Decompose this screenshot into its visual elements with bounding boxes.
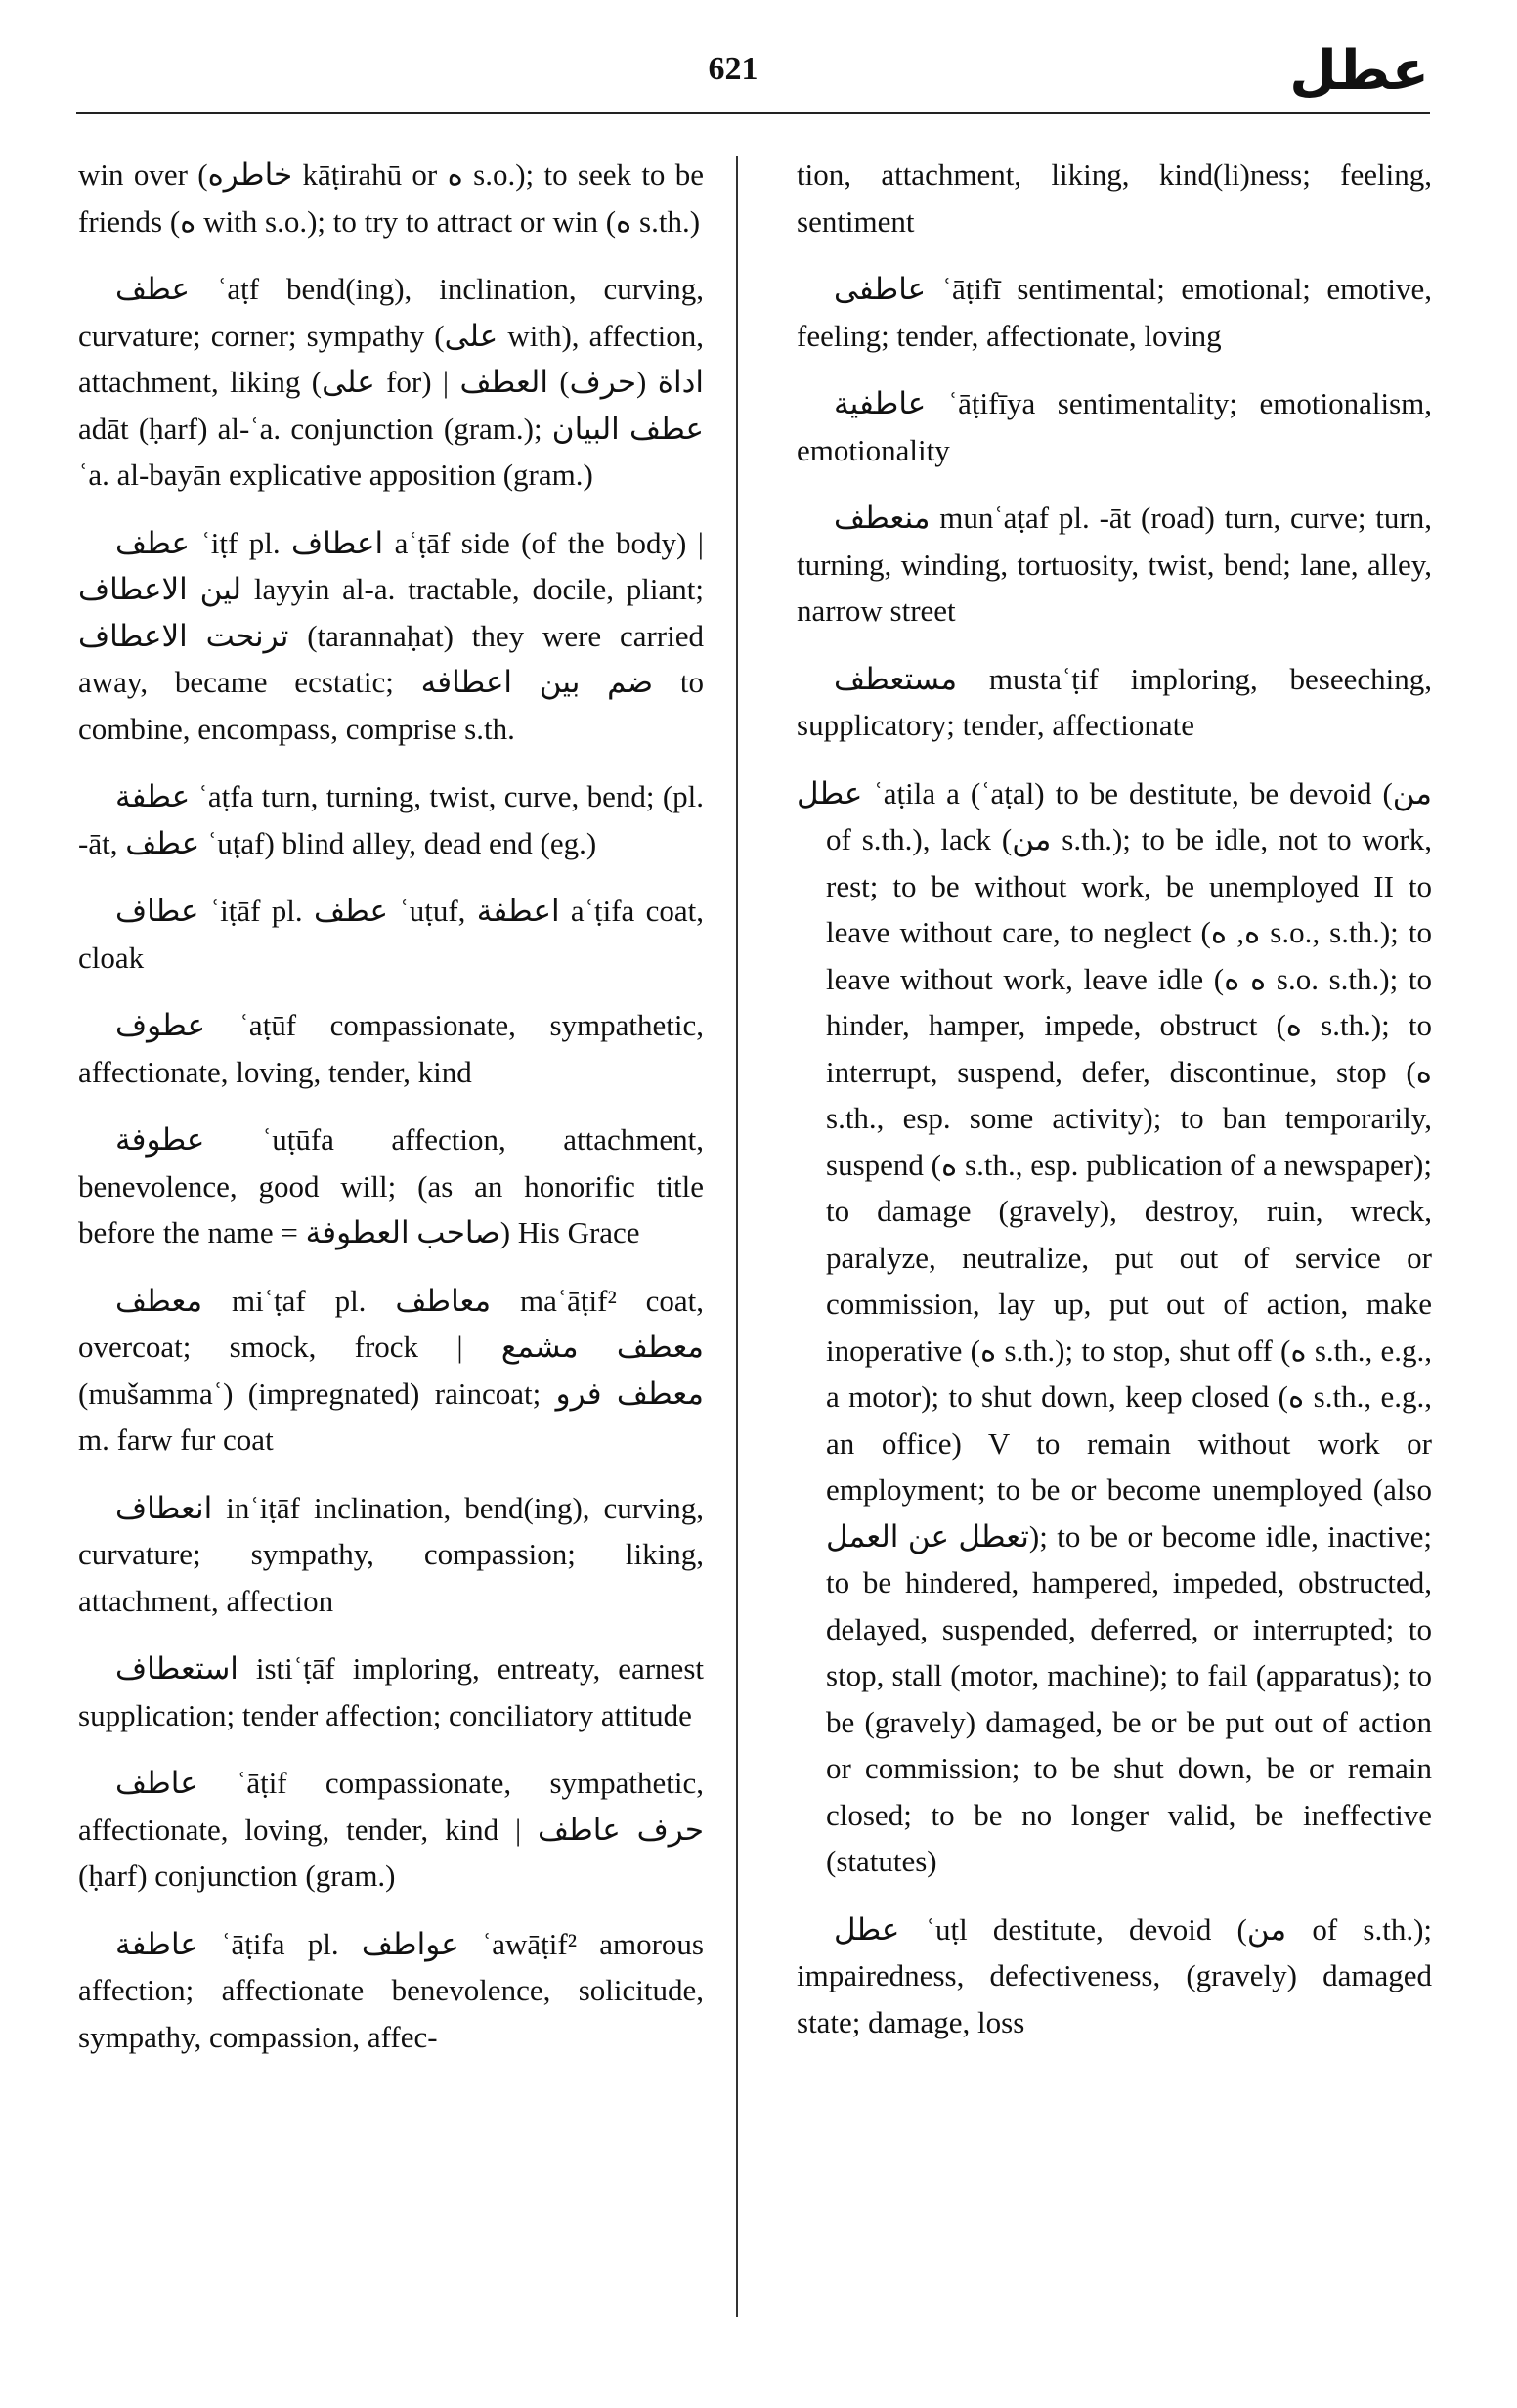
left-column (78, 152, 704, 2081)
guide-word: عطل (1289, 39, 1429, 103)
page-number: 621 (708, 51, 758, 87)
dictionary-entry: tion, attachment, liking, kind(li)ness; feeling, sentiment (797, 157, 1432, 239)
dictionary-entry: مستعطف mustaʿṭif imploring, beseeching, supplicatory; tender, affectionate (797, 661, 1432, 742)
dictionary-entry: عطفة ʿaṭfa turn, turning, twist, curve, bend; (pl. -āt, عطف ʿuṭaf) blind alley, dead end (eg.) (78, 779, 704, 860)
right-column (797, 152, 1432, 2067)
dictionary-entry: عاطفة ʿāṭifa pl. عواطف ʿawāṭif² amorous affection; affectionate benevolence, solicitude, sympathy, compassion, affec- (78, 1926, 704, 2054)
page-header (0, 0, 1517, 127)
dictionary-entry: انعطاف inʿiṭāf inclination, bend(ing), curving, curvature; sympathy, compassion; liking, attachment, affection (78, 1490, 704, 1618)
dictionary-entry: عطف ʿaṭf bend(ing), inclination, curving, curvature; corner; sympathy (على with), affection, attachment, liking (على for) | اداة (حرف) العطف adāt (ḥarf) al-ʿa. conjunction (gram.); عطف البيان ʿa. al-bayān explicative apposition (gram.) (78, 272, 705, 492)
dictionary-entry: عطاف ʿiṭāf pl. عطف ʿuṭuf, اعطفة aʿṭifa coat, cloak (78, 894, 704, 975)
column-divider (736, 156, 738, 2317)
dictionary-entry: عطل ʿuṭl destitute, devoid (من of s.th.); impairedness, defectiveness, (gravely) damaged state; damage, loss (797, 1911, 1433, 2039)
dictionary-entry: عطوف ʿaṭūf compassionate, sympathetic, affectionate, loving, tender, kind (78, 1008, 704, 1089)
dictionary-entry: معطف miʿṭaf pl. معاطف maʿāṭif² coat, overcoat; smock, frock | معطف مشمع (mušammaʿ) (impregnated) raincoat; معطف فرو m. farw fur coat (78, 1283, 705, 1457)
dictionary-entry-headword: عطل ʿaṭila a (ʿaṭal) to be destitute, be devoid (من of s.th.), lack (من s.th.); to be idle, not to work, rest; to be without work, be unemployed II to leave without care, to neglect (ه, ه s.o., s.th.); to leave without work, leave idle (ه ه s.o. s.th.); to hinder, hamper, impede, obstruct (ه s.th.); to interrupt, suspend, defer, discontinue, stop (ه s.th., esp. some activity); to ban temporarily, suspend (ه s.th., esp. publication of a newspaper); to damage (gravely), destroy, ruin, wreck, paralyze, neutralize, put out of service or commission, lay up, put out of action, make inoperative (ه s.th.); to stop, shut off (ه s.th., e.g., a motor); to shut down, keep closed (ه s.th., e.g., an office) V to remain without work or employment; to be or become unemployed (also تعطل عن العمل); to be or become idle, inactive; to be hindered, hampered, impeded, obstructed, delayed, suspended, deferred, or interrupted; to stop, stall (motor, machine); to fail (apparatus); to be (gravely) damaged, be or be put out of action or commission; to be shut down, be or remain closed; to be no longer valid, be ineffective (statutes) (797, 775, 1433, 1878)
dictionary-entry: عاطفية ʿāṭifīya sentimentality; emotionalism, emotionality (797, 386, 1432, 467)
dictionary-entry: عاطفى ʿāṭifī sentimental; emotional; emotive, feeling; tender, affectionate, loving (797, 272, 1432, 353)
dictionary-entry: عطوفة ʿuṭūfa affection, attachment, benevolence, good will; (as an honorific title before the name = صاحب العطوفة) His Grace (78, 1122, 704, 1249)
dictionary-entry: منعطف munʿaṭaf pl. -āt (road) turn, curve; turn, turning, winding, tortuosity, twist, bend; lane, alley, narrow street (797, 501, 1432, 628)
dictionary-entry: win over (خاطره kāṭirahū or ه s.o.); to seek to be friends (ه with s.o.); to try to attract or win (ه s.th.) (78, 157, 705, 239)
dictionary-entry: عطف ʿiṭf pl. اعطاف aʿṭāf side (of the body) | لين الاعطاف layyin al-a. tractable, docile, pliant; ترنحت الاعطاف (tarannaḥat) they were carried away, became ecstatic; ضم بين اعطافه to combine, encompass, comprise s.th. (78, 525, 705, 746)
dictionary-entry: استعطاف istiʿṭāf imploring, entreaty, earnest supplication; tender affection; conciliatory attitude (78, 1651, 704, 1732)
header-rule (76, 112, 1430, 114)
dictionary-entry: عاطف ʿāṭif compassionate, sympathetic, affectionate, loving, tender, kind | حرف عاطف (ḥarf) conjunction (gram.) (78, 1766, 704, 1893)
